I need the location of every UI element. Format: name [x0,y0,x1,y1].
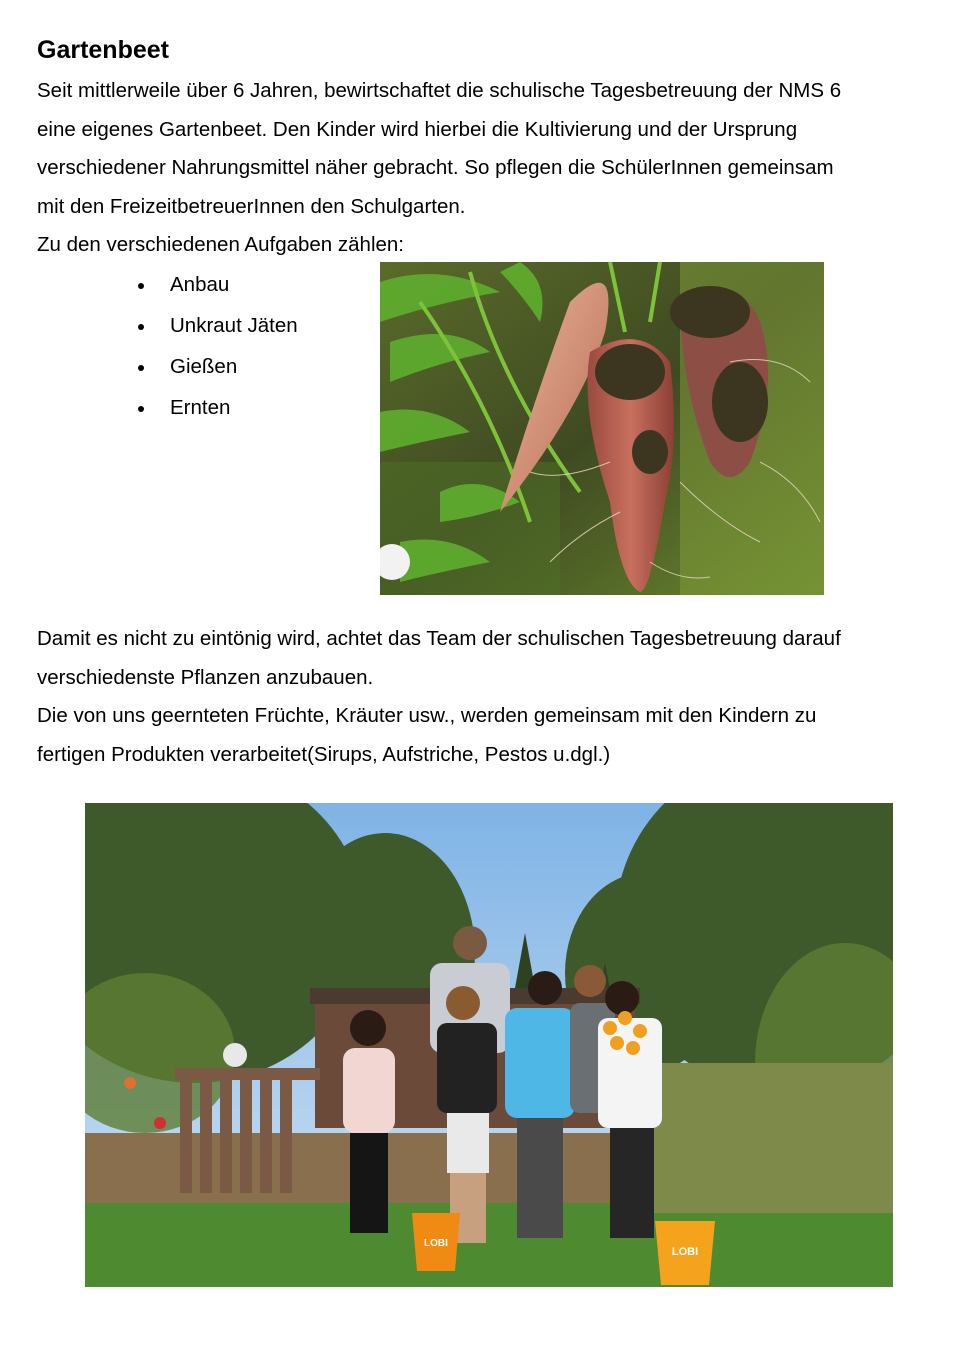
outro-line: Die von uns geernteten Früchte, Kräuter usw., werden gemeinsam mit den Kindern zu [37,704,817,727]
task-label: Unkraut Jäten [170,314,298,337]
page-title: Gartenbeet [37,36,169,64]
task-item [134,389,298,430]
task-label: Anbau [170,273,230,296]
bucket-label: LOBI [671,1246,699,1258]
bullet-icon [138,406,144,412]
bucket-right [655,1221,715,1285]
intro-line: verschiedener Nahrungsmittel näher gebracht. So pflegen die SchülerInnen gemeinsam [37,156,834,179]
task-list [134,266,298,430]
bucket-label: LOBI [424,1238,448,1249]
task-item [134,348,298,389]
intro-line: Seit mittlerweile über 6 Jahren, bewirtschaftet die schulische Tagesbetreuung der NMS 6 [37,79,842,102]
outro-line: Damit es nicht zu eintönig wird, achtet das Team der schulischen Tagesbetreuung darauf [37,627,841,650]
intro-line: mit den FreizeitbetreuerInnen den Schulgarten. [37,194,466,218]
intro-line: eine eigenes Gartenbeet. Den Kinder wird hierbei die Kultivierung und der Ursprung [37,117,798,141]
task-label: Gießen [170,355,238,378]
task-item [134,307,298,348]
intro-line: Zu den verschiedenen Aufgaben zählen: [37,233,404,256]
bullet-icon [138,283,144,289]
bullet-icon [138,365,144,371]
bullet-icon [138,324,144,330]
carrot-photo [380,262,824,595]
outro-line: verschiedenste Pflanzen anzubauen. [37,665,374,689]
intro-paragraph [37,72,841,265]
task-label: Ernten [170,396,231,419]
bucket-left [412,1213,460,1271]
outro-line: fertigen Produkten verarbeitet(Sirups, Aufstriche, Pestos u.dgl.) [37,742,611,766]
outro-paragraph [37,620,841,774]
garden-group-photo [85,803,893,1287]
task-item [134,266,298,307]
